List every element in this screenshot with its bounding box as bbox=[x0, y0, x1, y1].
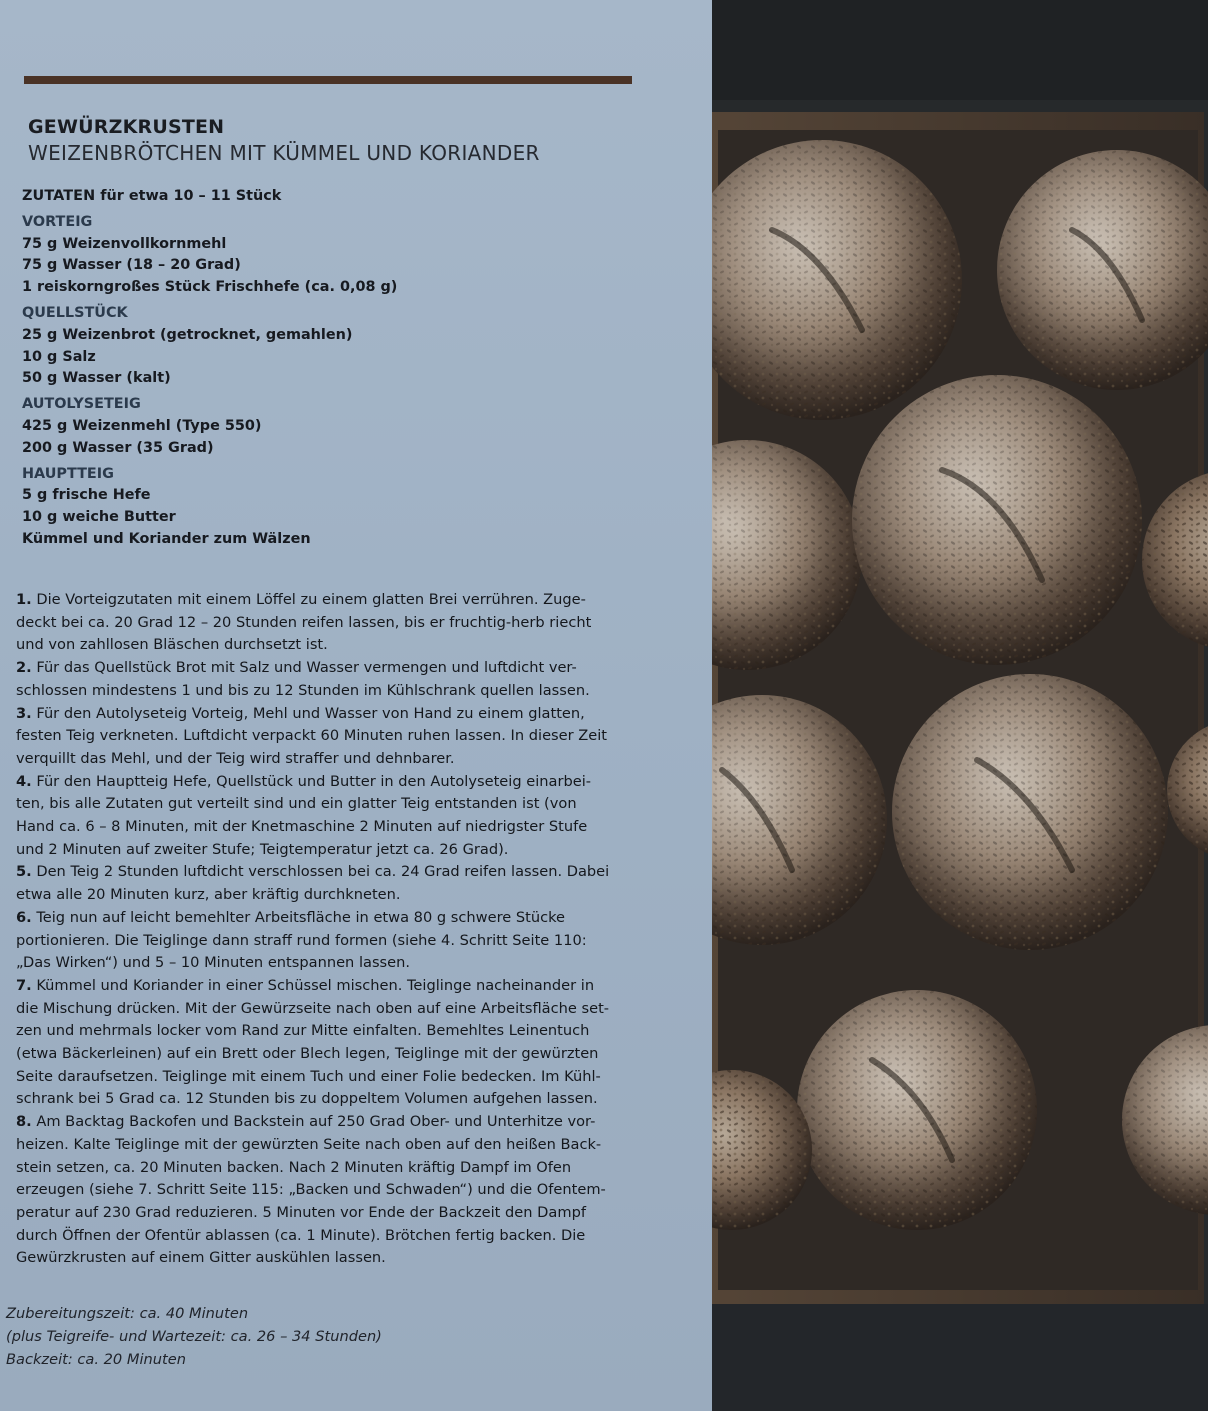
step-line: schlossen mindestens 1 und bis zu 12 Stunden im Kühlschrank quellen lassen. bbox=[16, 681, 590, 699]
step-text: Für das Quellstück Brot mit Salz und Wasser vermengen und luftdicht ver- bbox=[31, 659, 577, 677]
group-heading: AUTOLYSETEIG bbox=[22, 396, 141, 413]
step-line bbox=[16, 771, 696, 794]
yield-line bbox=[22, 186, 662, 208]
step-line: Seite daraufsetzen. Teiglinge mit einem Tuch und einer Folie bedecken. Im Kühl- bbox=[16, 1067, 601, 1085]
ingredient-item: 25 g Weizenbrot (getrocknet, gemahlen) bbox=[22, 326, 353, 343]
ingredient-item: 1 reiskorngroßes Stück Frischhefe (ca. 0,08 g) bbox=[22, 279, 398, 296]
step-line: stein setzen, ca. 20 Minuten backen. Nach 2 Minuten kräftig Dampf im Ofen bbox=[16, 1158, 572, 1176]
bake-time: Backzeit: ca. 20 Minuten bbox=[6, 1351, 186, 1368]
step-line: deckt bei ca. 20 Grad 12 – 20 Stunden reifen lassen, bis er fruchtig-herb riecht bbox=[16, 613, 592, 631]
step-number: 7. bbox=[16, 976, 32, 994]
step-text: Für den Hauptteig Hefe, Quellstück und Butter in den Autolyseteig einarbei- bbox=[31, 772, 592, 790]
step-number: 8. bbox=[16, 1113, 32, 1131]
step-line: und 2 Minuten auf zweiter Stufe; Teigtemperatur jetzt ca. 26 Grad). bbox=[16, 840, 509, 858]
roll bbox=[852, 375, 1142, 665]
step-number: 5. bbox=[16, 863, 32, 881]
rest-time: (plus Teigreife- und Wartezeit: ca. 26 – 34 Stunden) bbox=[6, 1328, 382, 1345]
step-line: festen Teig verkneten. Luftdicht verpackt 60 Minuten ruhen lassen. In dieser Zeit bbox=[16, 727, 608, 745]
group-heading: HAUPTTEIG bbox=[22, 465, 114, 482]
step-text: Für den Autolyseteig Vorteig, Mehl und Wasser von Hand zu einem glatten, bbox=[31, 704, 585, 722]
timing-info bbox=[6, 1302, 382, 1371]
step-line: die Mischung drücken. Mit der Gewürzseite nach oben auf eine Arbeitsfläche set- bbox=[16, 999, 610, 1017]
step-line: Gewürzkrusten auf einem Gitter auskühlen lassen. bbox=[16, 1249, 386, 1267]
step-line: schrank bei 5 Grad ca. 12 Stunden bis zu doppeltem Volumen aufgehen lassen. bbox=[16, 1090, 598, 1108]
recipe-title: GEWÜRZKRUSTEN bbox=[28, 116, 225, 138]
ingredient-item: 50 g Wasser (kalt) bbox=[22, 370, 171, 387]
step-text: Kümmel und Koriander in einer Schüssel mischen. Teiglinge nacheinander in bbox=[31, 976, 595, 994]
yield-label: ZUTATEN bbox=[22, 188, 96, 204]
step-number: 6. bbox=[16, 908, 32, 926]
step-text: Am Backtag Backofen und Backstein auf 250 Grad Ober- und Unterhitze vor- bbox=[31, 1113, 596, 1131]
step-text: Die Vorteigzutaten mit einem Löffel zu einem glatten Brei verrühren. Zuge- bbox=[31, 591, 586, 608]
group-heading: VORTEIG bbox=[22, 213, 93, 230]
step-number: 4. bbox=[16, 772, 32, 790]
ingredient-item: 10 g Salz bbox=[22, 348, 96, 365]
step-line: verquillt das Mehl, und der Teig wird straffer und dehnbarer. bbox=[16, 749, 455, 767]
ingredient-item: Kümmel und Koriander zum Wälzen bbox=[22, 530, 311, 547]
step-text: Teig nun auf leicht bemehlter Arbeitsfläche in etwa 80 g schwere Stücke bbox=[31, 908, 566, 926]
step-line bbox=[16, 975, 696, 998]
bread-rolls-illustration bbox=[712, 0, 1208, 1411]
step-line: heizen. Kalte Teiglinge mit der gewürzten Seite nach oben auf den heißen Back- bbox=[16, 1135, 602, 1153]
ingredient-group-quellstueck bbox=[22, 303, 662, 390]
step-line bbox=[16, 657, 696, 680]
step-text: Den Teig 2 Stunden luftdicht verschlossen bei ca. 24 Grad reifen lassen. Dabei bbox=[31, 863, 610, 881]
step-line: und von zahllosen Bläschen durchsetzt ist. bbox=[16, 636, 328, 654]
ingredient-group-autolyseteig bbox=[22, 394, 662, 459]
instructions-section bbox=[16, 589, 696, 1270]
yield-text: für etwa 10 – 11 Stück bbox=[95, 188, 282, 204]
step-line bbox=[16, 861, 696, 884]
ingredients-section bbox=[22, 186, 662, 551]
ingredient-item: 200 g Wasser (35 Grad) bbox=[22, 439, 214, 456]
group-heading: QUELLSTÜCK bbox=[22, 304, 128, 321]
ingredient-group-vorteig bbox=[22, 212, 662, 299]
step-line: portionieren. Die Teiglinge dann straff rund formen (siehe 4. Schritt Seite 110: bbox=[16, 931, 587, 949]
prep-time: Zubereitungszeit: ca. 40 Minuten bbox=[6, 1305, 249, 1322]
ingredient-item: 425 g Weizenmehl (Type 550) bbox=[22, 417, 262, 434]
step-line: „Das Wirken“) und 5 – 10 Minuten entspannen lassen. bbox=[16, 954, 411, 972]
ingredient-item: 5 g frische Hefe bbox=[22, 487, 151, 504]
step-line: zen und mehrmals locker vom Rand zur Mitte einfalten. Bemehltes Leinentuch bbox=[16, 1022, 590, 1040]
step-number: 2. bbox=[16, 659, 32, 677]
step-line: ten, bis alle Zutaten gut verteilt sind und ein glatter Teig entstanden ist (von bbox=[16, 795, 577, 813]
bread-rolls-photo bbox=[712, 0, 1208, 1411]
roll bbox=[892, 674, 1168, 950]
ingredient-item: 10 g weiche Butter bbox=[22, 509, 176, 526]
step-line: etwa alle 20 Minuten kurz, aber kräftig durchkneten. bbox=[16, 886, 401, 904]
step-line: (etwa Bäckerleinen) auf ein Brett oder Blech legen, Teiglinge mit der gewürzten bbox=[16, 1045, 599, 1063]
step-line bbox=[16, 1111, 696, 1134]
ingredient-item: 75 g Weizenvollkornmehl bbox=[22, 235, 227, 252]
step-line: Hand ca. 6 – 8 Minuten, mit der Knetmaschine 2 Minuten auf niedrigster Stufe bbox=[16, 818, 588, 836]
step-line bbox=[16, 703, 696, 726]
header-rule bbox=[24, 76, 632, 84]
ingredient-group-hauptteig bbox=[22, 464, 662, 551]
step-number: 3. bbox=[16, 704, 32, 722]
ingredient-item: 75 g Wasser (18 – 20 Grad) bbox=[22, 257, 241, 274]
step-line bbox=[16, 589, 696, 612]
step-line bbox=[16, 907, 696, 930]
step-line: durch Öffnen der Ofentür ablassen (ca. 1 Minute). Brötchen fertig backen. Die bbox=[16, 1226, 586, 1244]
step-line: peratur auf 230 Grad reduzieren. 5 Minuten vor Ende der Backzeit den Dampf bbox=[16, 1203, 586, 1221]
step-line: erzeugen (siehe 7. Schritt Seite 115: „Backen und Schwaden“) und die Ofentem- bbox=[16, 1181, 606, 1199]
roll bbox=[797, 990, 1037, 1230]
step-number: 1. bbox=[16, 591, 32, 608]
recipe-subtitle: WEIZENBRÖTCHEN MIT KÜMMEL UND KORIANDER bbox=[28, 141, 540, 165]
